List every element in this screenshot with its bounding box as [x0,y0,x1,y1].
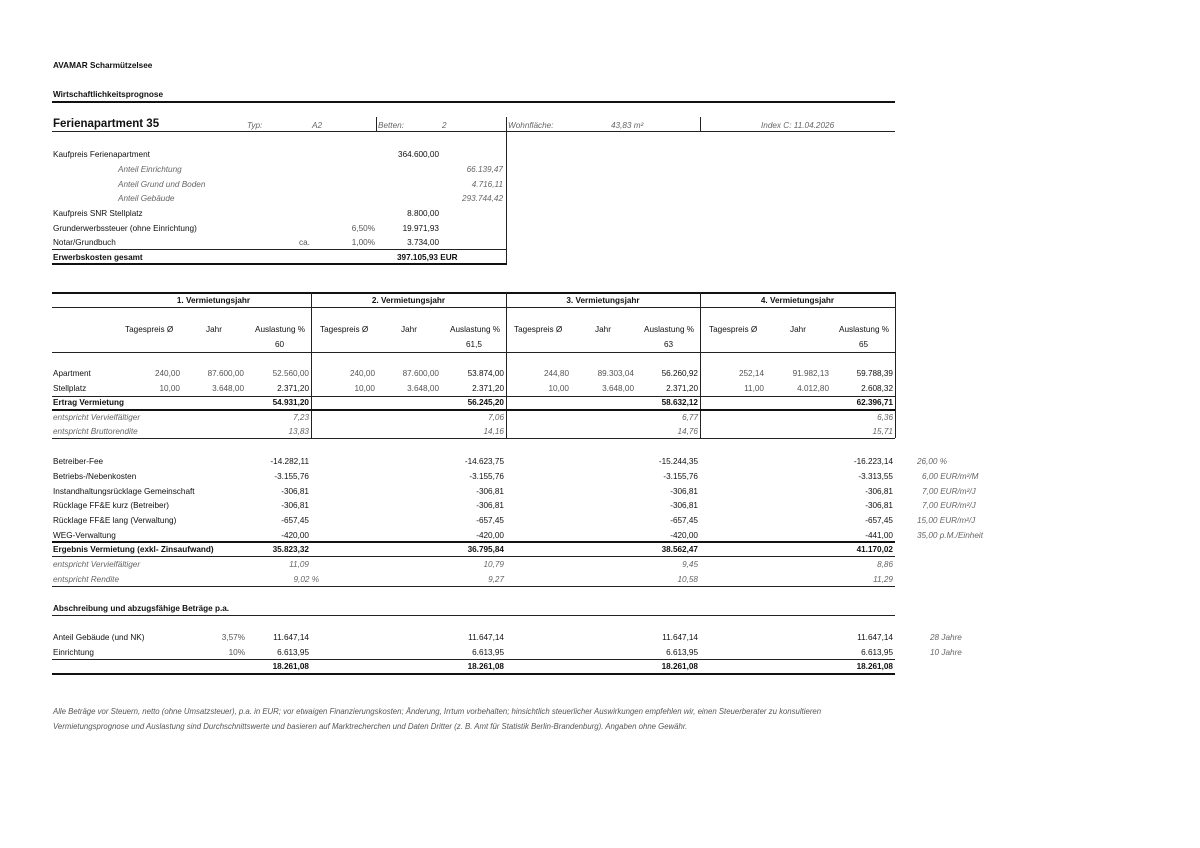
einrichtung-label: Anteil Einrichtung [118,165,182,174]
afa-heading: Abschreibung und abzugsfähige Beträge p.a. [53,604,230,613]
cost-value: -306,81 [670,487,698,496]
cost-note: 26,00 % [917,457,948,466]
kaufpreis-value: 364.600,00 [398,150,439,159]
auslastung-value: 60 [275,340,285,349]
apt-jahr: 91.982,13 [792,369,829,378]
rendite-value: 9,27 [488,575,504,584]
rendite-value: 11,29 [873,575,893,584]
betten-label: Betten: [378,121,404,130]
footnote-line-2: Vermietungsprognose und Auslastung sind Durchschnittswerte und basieren auf Marktrecherchen und Daten Dritter (z. B. Amt für Statistik Berlin-Brandenburg). Angaben ohne Gewähr. [53,722,688,731]
auslastung-header: Auslastung % [255,325,306,334]
apt-jahr: 89.303,04 [597,369,634,378]
bruttorendite-label: entspricht Bruttorendite [53,427,138,436]
grunderwerb-value: 19.971,93 [402,224,439,233]
grunderwerb-label: Grunderwerbssteuer (ohne Einrichtung) [53,224,197,233]
cost-value: -3.155,76 [663,472,698,481]
cost-value: -657,45 [281,516,309,525]
gebaeude-label: Anteil Gebäude [118,194,175,203]
ergebnis-value: 35.823,32 [272,545,309,554]
year-4-header: 4. Vermietungsjahr [760,296,835,305]
afa-einrichtung-value: 6.613,95 [666,648,698,657]
ergebnis-value: 41.170,02 [856,545,893,554]
stp-jahr: 4.012,80 [797,384,829,393]
auslastung-value: 61,5 [466,340,482,349]
stp-auslastung: 2.608,32 [861,384,893,393]
jahr-header: Jahr [401,325,417,334]
auslastung-header: Auslastung % [839,325,890,334]
stp-tagespreis: 11,00 [744,384,764,393]
betten-value: 2 [442,121,447,130]
typ-label: Typ: [247,121,263,130]
gebaeude-value: 293.744,42 [462,194,503,203]
cost-value: -420,00 [281,531,309,540]
vervielfaeltiger-label: entspricht Vervielfältiger [53,560,141,569]
stp-jahr: 3.648,00 [407,384,439,393]
grund-value: 4.716,11 [471,180,503,189]
cost-label: Rücklage FF&E lang (Verwaltung) [53,516,177,525]
apt-auslastung: 52.560,00 [272,369,309,378]
index-date: Index C: 11.04.2026 [761,121,835,130]
apt-tagespreis: 252,14 [738,369,764,378]
section-title: Wirtschaftlichkeitsprognose [53,90,164,99]
afa-einrichtung-value: 6.613,95 [277,648,309,657]
apt-tagespreis: 244,80 [543,369,569,378]
vervielfaeltiger-value: 6,77 [682,413,698,422]
wohnflaeche-label: Wohnfläche: [508,121,554,130]
afa-gebaeude-note: 28 Jahre [930,633,962,642]
cost-note: 15,00 EUR/m²/J [917,516,976,525]
cost-value: -441,00 [865,531,893,540]
auslastung-header: Auslastung % [450,325,501,334]
wohnflaeche-value: 43,83 m² [611,121,644,130]
tagespreis-header: Tagespreis Ø [125,325,174,334]
typ-value: A2 [312,121,323,130]
afa-einrichtung-value: 6.613,95 [472,648,504,657]
cost-label: Betriebs-/Nebenkosten [53,472,137,481]
ertrag-value: 54.931,20 [272,398,309,407]
cost-value: -306,81 [476,501,504,510]
grunderwerb-pct: 6,50% [351,224,375,233]
stellplatz-kauf-value: 8.800,00 [407,209,439,218]
cost-label: Betreiber-Fee [53,457,104,466]
cost-value: -14.282,11 [270,457,309,466]
cost-label: WEG-Verwaltung [53,531,116,540]
cost-value: -15.244,35 [658,457,698,466]
rendite-value: 10,58 [677,575,698,584]
afa-gebaeude-value: 11.647,14 [857,633,893,642]
cost-value: -306,81 [865,487,893,496]
cost-value: -16.223,14 [853,457,893,466]
bruttorendite-value: 15,71 [872,427,893,436]
ertrag-value: 58.632,12 [661,398,698,407]
notar-label: Notar/Grundbuch [53,238,116,247]
afa-sum-value: 18.261,08 [856,662,893,671]
cost-value: -306,81 [281,487,309,496]
auslastung-value: 63 [664,340,674,349]
ergebnis-value: 36.795,84 [467,545,504,554]
cost-value: -420,00 [476,531,504,540]
afa-sum-value: 18.261,08 [272,662,309,671]
stp-tagespreis: 10,00 [354,384,375,393]
stp-auslastung: 2.371,20 [277,384,309,393]
erwerbskosten-value: 397.105,93 EUR [397,253,458,262]
bruttorendite-value: 13,83 [288,427,309,436]
stp-tagespreis: 10,00 [548,384,569,393]
kaufpreis-label: Kaufpreis Ferienapartment [53,150,150,159]
afa-gebaeude-value: 11.647,14 [273,633,309,642]
einrichtung-value: 66.139,47 [466,165,503,174]
afa-gebaeude-value: 11.647,14 [662,633,698,642]
afa-gebaeude-label: Anteil Gebäude (und NK) [53,633,145,642]
bruttorendite-value: 14,76 [677,427,698,436]
grund-label: Anteil Grund und Boden [118,180,206,189]
ertrag-label: Ertrag Vermietung [53,398,124,407]
apt-tagespreis: 240,00 [154,369,180,378]
tagespreis-header: Tagespreis Ø [709,325,758,334]
vervielfaeltiger-value: 7,23 [293,413,309,422]
cost-label: Instandhaltungsrücklage Gemeinschaft [53,487,195,496]
cost-value: -3.155,76 [274,472,309,481]
apt-auslastung: 56.260,92 [661,369,698,378]
rendite-label: entspricht Rendite [53,575,119,584]
afa-sum-value: 18.261,08 [467,662,504,671]
apt-jahr: 87.600,00 [207,369,244,378]
auslastung-header: Auslastung % [644,325,695,334]
cost-label: Rücklage FF&E kurz (Betreiber) [53,501,170,510]
stp-auslastung: 2.371,20 [666,384,698,393]
erwerbskosten-label: Erwerbskosten gesamt [53,253,143,262]
afa-sum-value: 18.261,08 [661,662,698,671]
stp-jahr: 3.648,00 [602,384,634,393]
tagespreis-header: Tagespreis Ø [320,325,369,334]
jahr-header: Jahr [595,325,611,334]
stellplatz-label: Stellplatz [53,384,87,393]
year-1-header: 1. Vermietungsjahr [176,296,251,305]
afa-einrichtung-pct: 10% [228,648,245,657]
ergebnis-value: 38.562,47 [661,545,698,554]
ertrag-value: 56.245,20 [467,398,504,407]
notar-ca: ca. [299,238,310,247]
cost-value: -306,81 [476,487,504,496]
vervielfaeltiger-value: 8,86 [877,560,893,569]
stp-jahr: 3.648,00 [212,384,244,393]
jahr-header: Jahr [790,325,806,334]
vervielfaeltiger-value: 6,36 [877,413,893,422]
cost-note: 6,00 EUR/m²/M [922,472,979,481]
cost-note: 35,00 p.M./Einheit [917,531,983,540]
apt-tagespreis: 240,00 [349,369,375,378]
cost-value: -306,81 [865,501,893,510]
cost-value: -420,00 [670,531,698,540]
notar-value: 3.734,00 [407,238,439,247]
vervielfaeltiger-value: 11,09 [289,560,309,569]
cost-note: 7,00 EUR/m²/J [922,501,976,510]
tagespreis-header: Tagespreis Ø [514,325,563,334]
afa-gebaeude-value: 11.647,14 [468,633,504,642]
cost-value: -657,45 [476,516,504,525]
auslastung-value: 65 [859,340,869,349]
ertrag-value: 62.396,71 [856,398,893,407]
apartment-label: Apartment [53,369,91,378]
year-3-header: 3. Vermietungsjahr [566,296,640,305]
vervielfaeltiger-value: 10,79 [483,560,504,569]
stp-auslastung: 2.371,20 [472,384,504,393]
cost-value: -3.155,76 [469,472,504,481]
cost-value: -14.623,75 [464,457,504,466]
vervielfaeltiger-label: entspricht Vervielfältiger [53,413,141,422]
apt-jahr: 87.600,00 [402,369,439,378]
cost-value: -657,45 [865,516,893,525]
header-rule [52,101,895,103]
cost-value: -306,81 [670,501,698,510]
footnote-line-1: Alle Beträge vor Steuern, netto (ohne Umsatzsteuer), p.a. in EUR; vor etwaigen Finanzierungskosten; Änderung, Irrtum vorbehalten; hinsichtlich steuerlicher Auswirkungen empfehlen wir, einen Steuerberater zu konsultieren [53,707,822,716]
jahr-header: Jahr [206,325,222,334]
vervielfaeltiger-value: 9,45 [682,560,698,569]
year-2-header: 2. Vermietungsjahr [371,296,446,305]
unit-title: Ferienapartment 35 [53,118,160,130]
vervielfaeltiger-value: 7,06 [488,413,504,422]
rendite-value: 9,02 % [293,575,319,584]
afa-gebaeude-pct: 3,57% [221,633,245,642]
bruttorendite-value: 14,16 [483,427,504,436]
cost-value: -306,81 [281,501,309,510]
stellplatz-kauf-label: Kaufpreis SNR Stellplatz [53,209,143,218]
stp-tagespreis: 10,00 [159,384,180,393]
notar-pct: 1,00% [351,238,375,247]
cost-value: -3.313,55 [858,472,893,481]
apt-auslastung: 59.788,39 [856,369,893,378]
cost-value: -657,45 [670,516,698,525]
apt-auslastung: 53.874,00 [467,369,504,378]
afa-einrichtung-value: 6.613,95 [861,648,893,657]
ergebnis-label: Ergebnis Vermietung (exkl- Zinsaufwand) [53,545,214,554]
company-name: AVAMAR Scharmützelsee [53,61,153,70]
afa-einrichtung-note: 10 Jahre [930,648,962,657]
afa-einrichtung-label: Einrichtung [53,648,94,657]
cost-note: 7,00 EUR/m²/J [922,487,976,496]
